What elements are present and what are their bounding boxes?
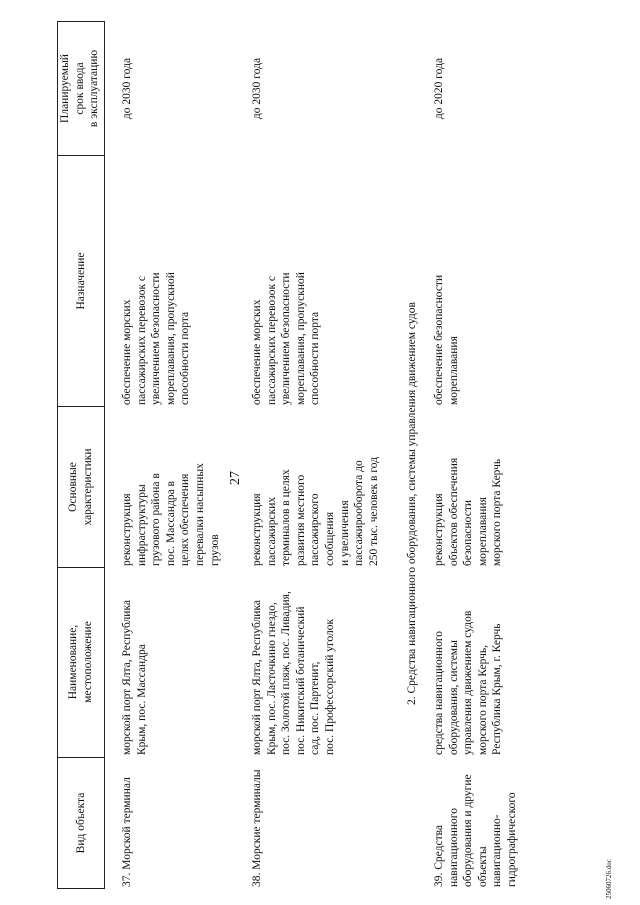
row-39-kind: 39. Средства навигационного оборудования и другие объекты навигационно- гидрографического bbox=[433, 774, 518, 887]
header-term: Планируемый срок ввода в эксплуатацию bbox=[59, 49, 101, 128]
row-39-characteristics: реконструкция объектов обеспечения безопасности мореплавания морского порта Керчь bbox=[433, 457, 504, 566]
page-number: 27 bbox=[228, 471, 243, 485]
row-39-purpose: обеспечение безопасности мореплавания bbox=[433, 274, 460, 405]
row-38-characteristics: реконструкция пассажирских терминалов в целях развития местного пассажирского сообщения и увеличения пассажирооборота до 250 тыс. человек в год bbox=[251, 456, 380, 566]
header-name: Наименование, местоположение bbox=[67, 621, 94, 703]
row-37-name: морской порт Ялта, Республика Крым, пос. Массандра bbox=[121, 600, 148, 755]
row-39-term: до 2020 года bbox=[433, 57, 445, 120]
table-line bbox=[57, 21, 104, 22]
table-line bbox=[57, 757, 104, 758]
row-38-term: до 2030 года bbox=[251, 57, 263, 120]
row-38-kind: 38. Морские терминалы bbox=[251, 769, 263, 887]
row-39-name: средства навигационного оборудования, системы управления движением судов морского порта Керчь, Республика Крым, г. Керчь bbox=[433, 610, 504, 755]
row-37-characteristics: реконструкция инфраструктуры грузового района в пос. Массандра в целях обеспечения перевалки насыпных грузов bbox=[121, 463, 221, 566]
section-title: 2. Средства навигационного оборудования, системы управления движением судов bbox=[406, 302, 418, 705]
header-purpose: Назначение bbox=[75, 252, 87, 310]
row-37-kind: 37. Морской терминал bbox=[121, 777, 133, 887]
table-line bbox=[104, 21, 105, 889]
row-37-purpose: обеспечение морских пассажирских перевозок с увеличением безопасности мореплавания, пропускной способности порта bbox=[121, 272, 192, 405]
table-line bbox=[57, 155, 104, 156]
table-line bbox=[57, 888, 104, 889]
footer-code: 25060726.doc bbox=[605, 859, 613, 899]
table-line bbox=[57, 406, 104, 407]
row-38-name: морской порт Ялта, Республика Крым, пос. Ласточкино гнездо, пос. Золотой пляж, пос. Ливадия, пос. Никитский ботанический сад, пос. Партенит, пос. Профессорский уголок bbox=[251, 591, 336, 755]
row-38-purpose: обеспечение морских пассажирских перевозок с увеличением безопасности мореплавания, пропускной способности порта bbox=[251, 272, 322, 405]
table-line bbox=[57, 567, 104, 568]
row-37-term: до 2030 года bbox=[121, 57, 133, 120]
header-characteristics: Основные характеристики bbox=[67, 448, 94, 526]
header-kind: Вид объекта bbox=[75, 792, 87, 854]
